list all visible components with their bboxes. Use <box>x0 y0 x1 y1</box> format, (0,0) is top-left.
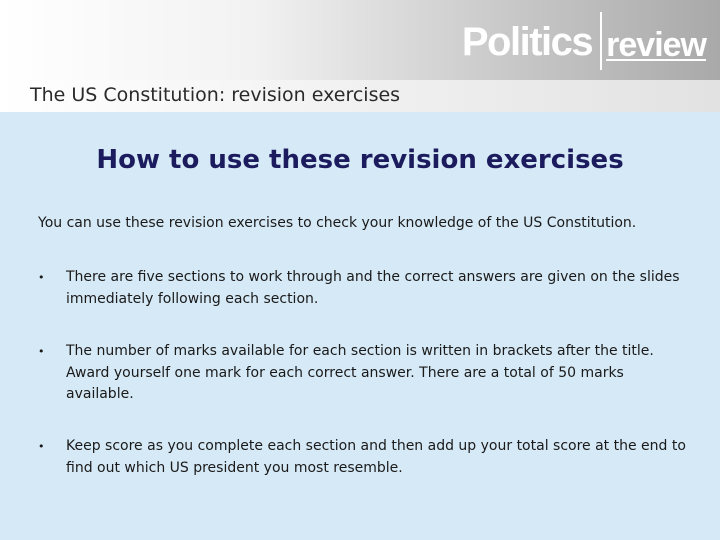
header-banner <box>0 0 720 80</box>
politics-review-logo <box>462 14 706 66</box>
bullet-item <box>38 341 688 406</box>
bullet-marker: • <box>38 440 45 453</box>
slide-title: How to use these revision exercises <box>96 145 624 175</box>
bullet-marker: • <box>38 345 45 358</box>
bullet-text: The number of marks available for each section is written in brackets after the title. Award yourself one mark for each correct answer. There are a total of 50 marks available. <box>66 343 654 402</box>
logo-review-text: review <box>606 26 706 64</box>
bullet-item <box>38 267 688 310</box>
bullet-item <box>38 436 688 479</box>
logo-divider <box>600 12 602 70</box>
logo-politics-text: Politics <box>461 20 593 64</box>
slide-subtitle: The US Constitution: revision exercises <box>30 84 401 106</box>
bullet-text: Keep score as you complete each section and then add up your total score at the end to find out which US president you most resemble. <box>66 438 686 476</box>
bullet-text: There are five sections to work through and the correct answers are given on the slides immediately following each section. <box>66 269 680 307</box>
intro-text: You can use these revision exercises to check your knowledge of the US Constitution. <box>38 215 637 231</box>
bullet-marker: • <box>38 271 45 284</box>
